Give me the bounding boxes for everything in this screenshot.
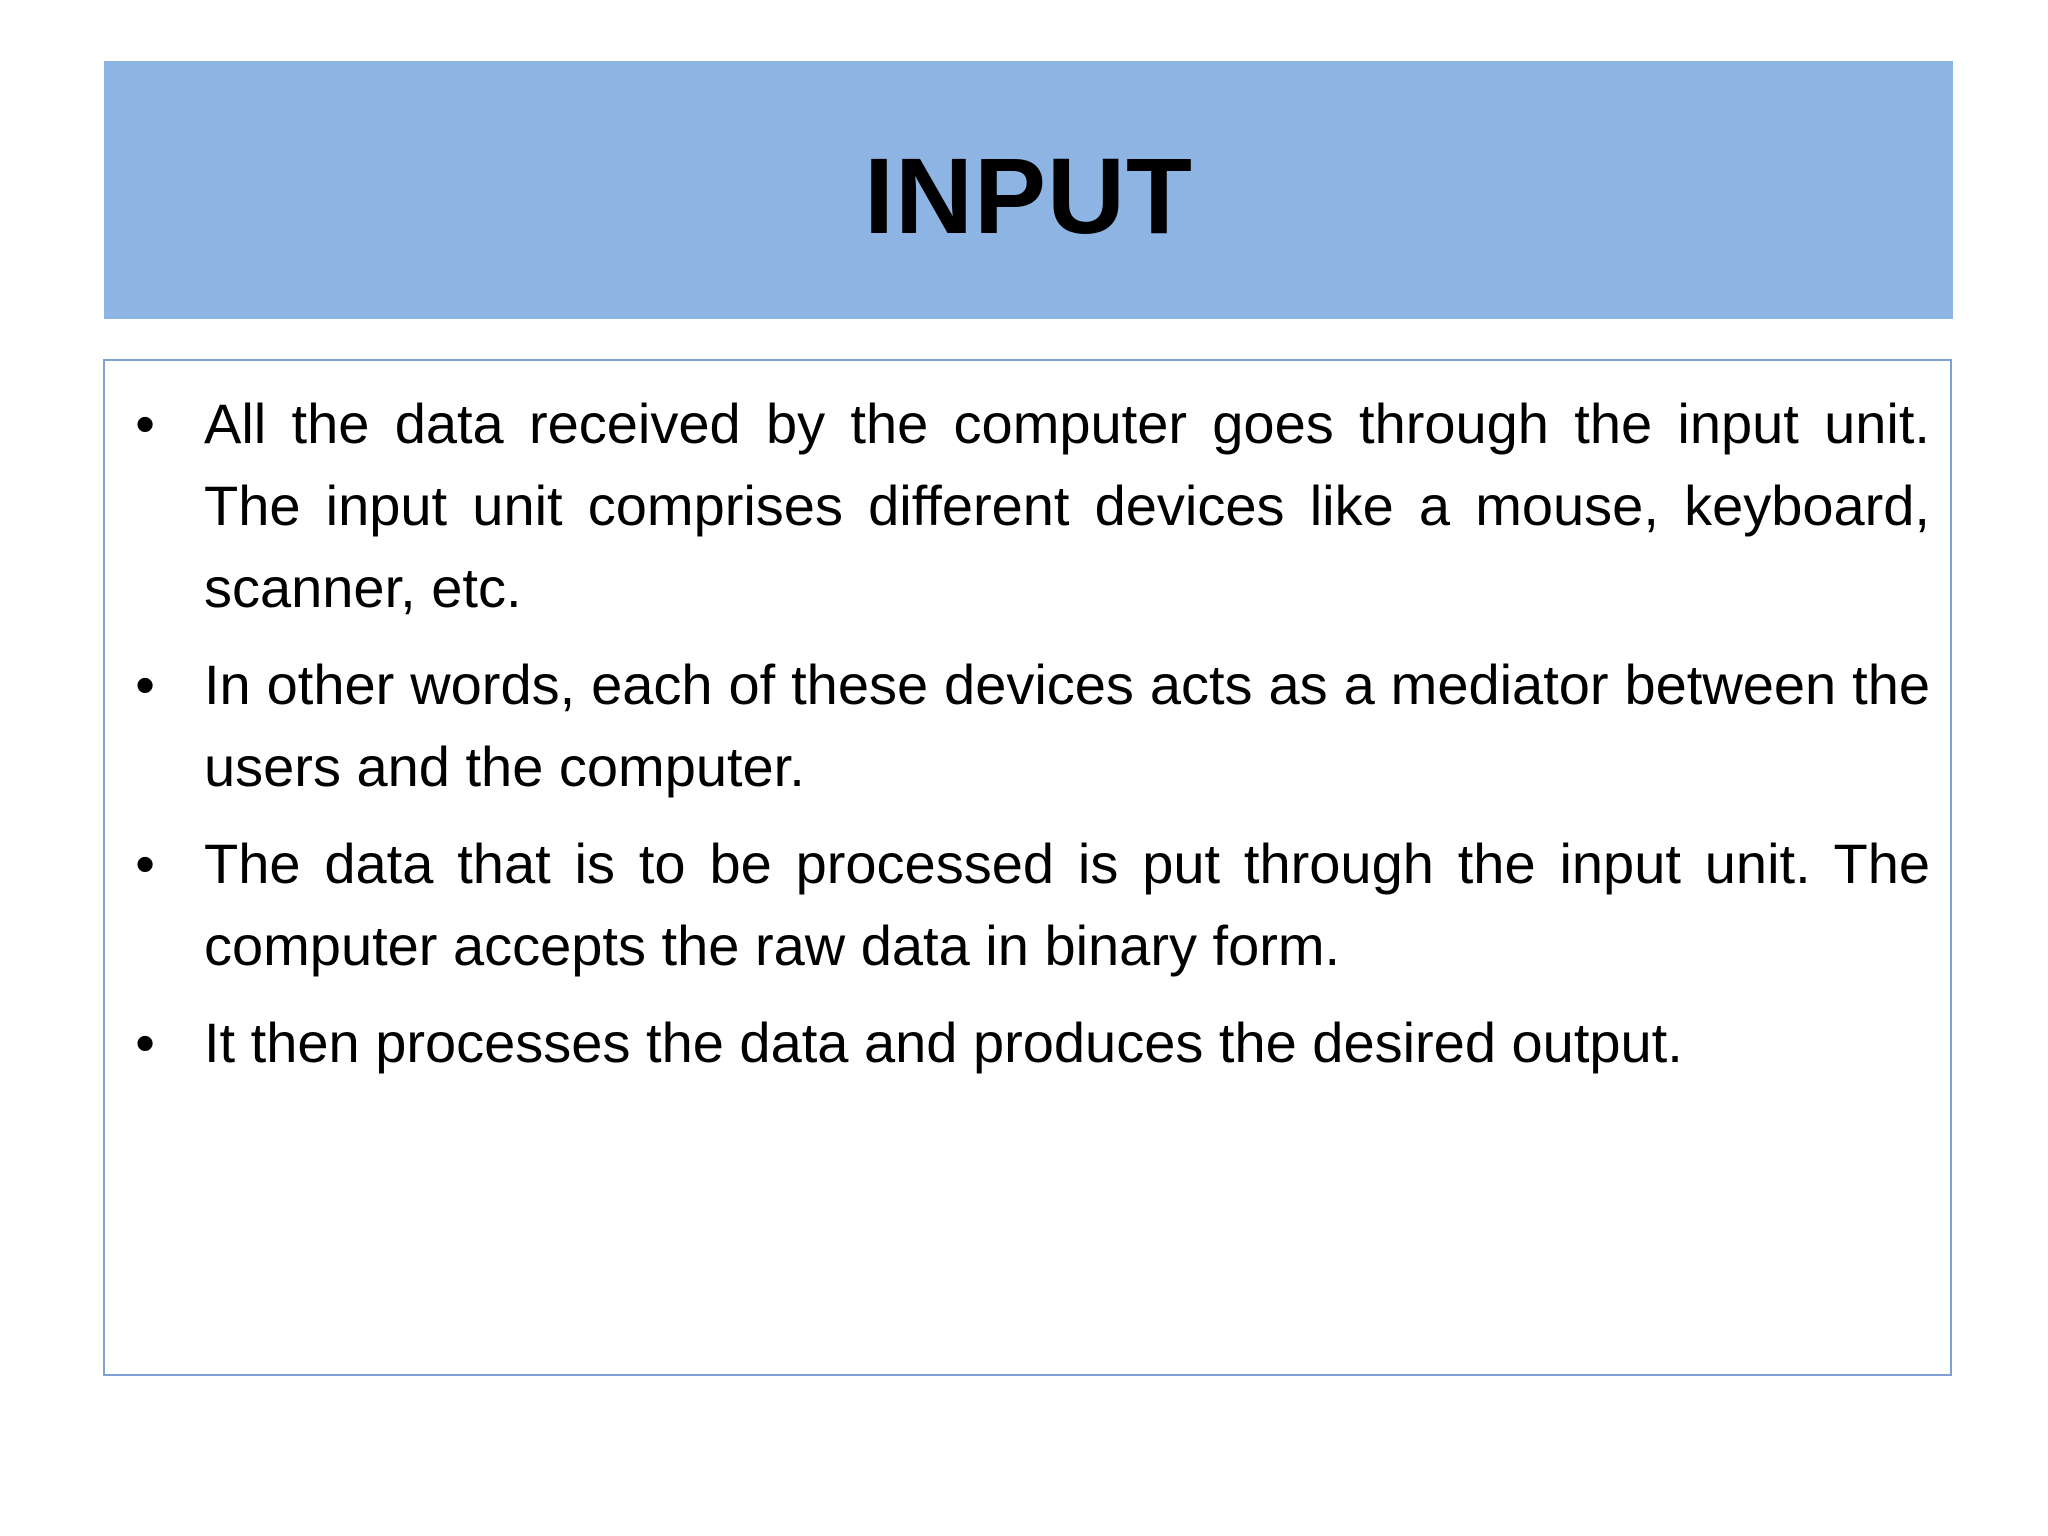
bullet-text: In other words, each of these devices acts as a mediator between the users and the computer.: [204, 653, 1930, 798]
bullet-item: [105, 383, 1950, 629]
bullet-item: [105, 644, 1950, 808]
bullet-text: All the data received by the computer goes through the input unit. The input unit comprises different devices like a mouse, keyboard, scanner, etc.: [204, 392, 1930, 619]
bullet-icon: •: [135, 1011, 155, 1074]
title-banner: [104, 61, 1953, 319]
bullet-text: The data that is to be processed is put through the input unit. The computer accepts the raw data in binary form.: [204, 832, 1930, 977]
bullet-text: It then processes the data and produces the desired output.: [204, 1011, 1683, 1074]
bullet-list: [105, 383, 1950, 1099]
bullet-item: [105, 1002, 1950, 1084]
bullet-icon: •: [135, 832, 155, 895]
content-box: [103, 359, 1952, 1376]
bullet-icon: •: [135, 392, 155, 455]
slide-title: INPUT: [864, 134, 1193, 256]
bullet-item: [105, 823, 1950, 987]
bullet-icon: •: [135, 653, 155, 716]
